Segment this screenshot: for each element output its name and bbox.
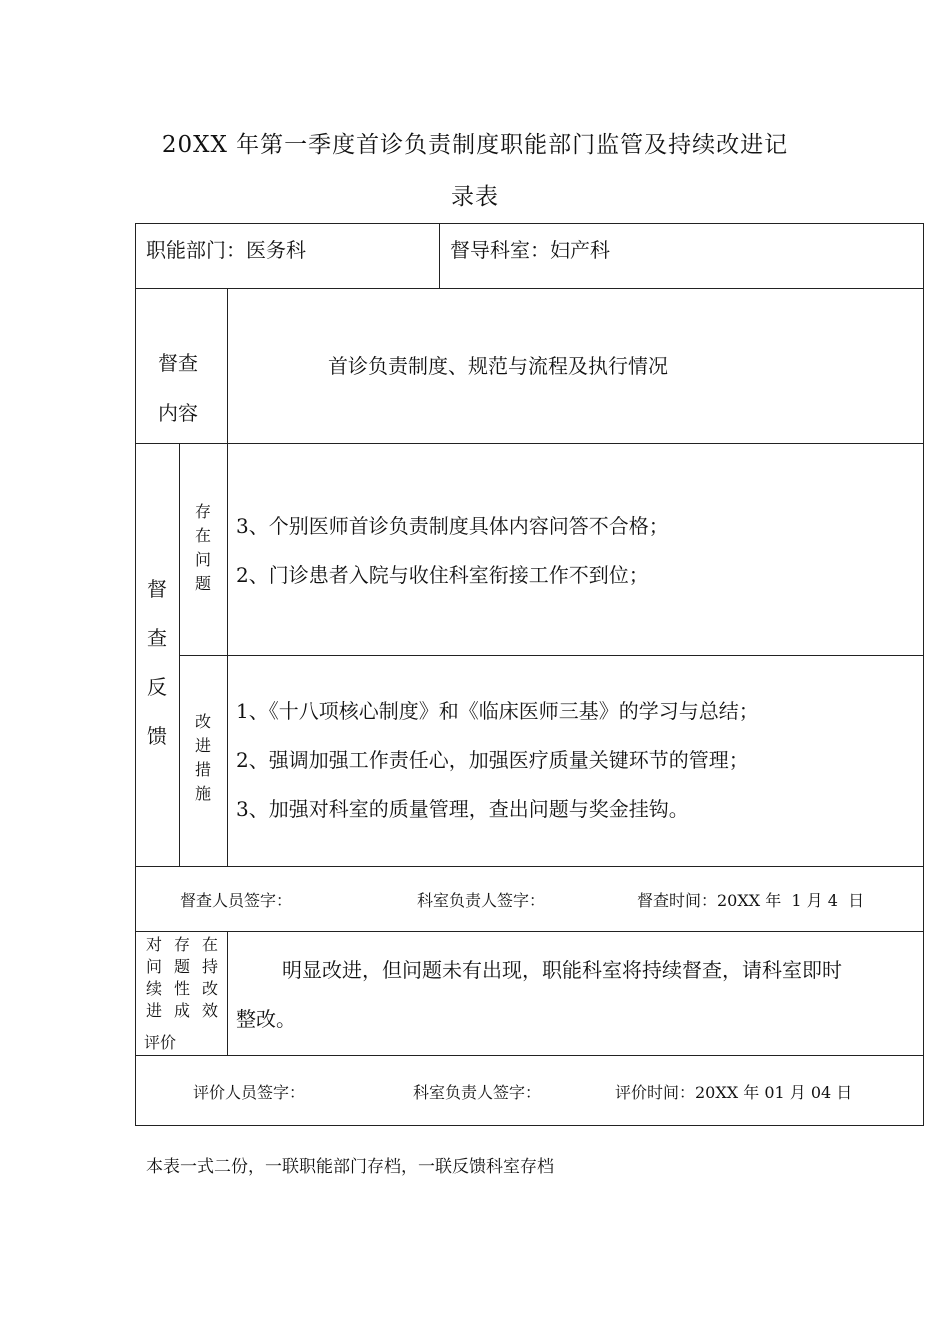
supervised-dept-label: 督导科室：妇产科 <box>450 238 610 262</box>
row-divider <box>135 288 924 289</box>
evaluation-header-char: 续 <box>145 979 162 998</box>
content-header-line2: 内容 <box>158 401 198 425</box>
col-divider <box>439 223 440 288</box>
evaluation-text-line1: 明显改进，但问题未有出现，职能科室将持续督查，请科室即时 <box>282 958 842 982</box>
evaluation-header-char: 持 <box>201 957 218 976</box>
evaluation-header-char: 问 <box>145 957 162 976</box>
evaluation-text-line2: 整改。 <box>236 1007 296 1031</box>
evaluation-header-char: 在 <box>201 935 218 954</box>
col-divider <box>227 931 228 1055</box>
evaluation-header-char: 题 <box>173 957 190 976</box>
feedback-header-char: 反 <box>147 675 167 699</box>
inspection-time: 督查时间：20XX 年 1 月 4 日 <box>637 891 865 910</box>
row-divider <box>135 931 924 932</box>
issue-item: 2、门诊患者入院与收住科室衔接工作不到位； <box>236 563 649 587</box>
issues-header-char: 问 <box>194 550 211 569</box>
form-title-line2: 录表 <box>451 184 499 210</box>
row-divider <box>179 655 924 656</box>
content-text: 首诊负责制度、规范与流程及执行情况 <box>328 354 668 378</box>
feedback-header-char: 馈 <box>147 724 167 748</box>
col-divider <box>179 443 180 866</box>
department-label: 职能部门：医务科 <box>146 238 306 262</box>
measures-header-char: 措 <box>194 760 211 779</box>
issues-header-char: 存 <box>194 502 211 521</box>
form-title-line1: 20XX 年第一季度首诊负责制度职能部门监管及持续改进记 <box>161 132 789 158</box>
evaluation-header-char: 效 <box>201 1001 218 1020</box>
evaluation-header-char: 对 <box>145 935 162 954</box>
dept-head-signature-label: 科室负责人签字： <box>417 891 546 910</box>
evaluator-signature-label: 评价人员签字： <box>193 1083 306 1102</box>
evaluation-header-char: 进 <box>145 1001 162 1020</box>
footnote: 本表一式二份，一联职能部门存档，一联反馈科室存档 <box>146 1157 554 1177</box>
evaluation-header-char: 存 <box>173 935 190 954</box>
measure-item: 1、《十八项核心制度》和《临床医师三基》的学习与总结； <box>236 699 759 723</box>
row-divider <box>135 1055 924 1056</box>
measure-item: 3、加强对科室的质量管理，查出问题与奖金挂钩。 <box>236 797 689 821</box>
measures-header <box>185 710 221 806</box>
row-divider <box>135 866 924 867</box>
issue-item: 3、个别医师首诊负责制度具体内容问答不合格； <box>236 514 669 538</box>
evaluation-header <box>140 934 224 1022</box>
issues-header-char: 在 <box>194 526 211 545</box>
eval-dept-head-signature-label: 科室负责人签字： <box>413 1083 542 1102</box>
col-divider <box>227 288 228 866</box>
measures-header-char: 进 <box>194 736 211 755</box>
inspector-signature-label: 督查人员签字： <box>180 891 293 910</box>
issues-header-char: 题 <box>194 574 211 593</box>
feedback-header-char: 督 <box>147 577 167 601</box>
issues-header <box>185 500 221 596</box>
content-header-line1: 督查 <box>158 351 198 375</box>
evaluation-time: 评价时间：20XX 年 01 月 04 日 <box>615 1083 853 1102</box>
measures-header-char: 改 <box>194 712 211 731</box>
evaluation-header-char: 改 <box>201 979 218 998</box>
measure-item: 2、强调加强工作责任心，加强医疗质量关键环节的管理； <box>236 748 749 772</box>
measures-header-char: 施 <box>194 784 211 803</box>
row-divider <box>135 443 924 444</box>
feedback-header <box>140 565 174 761</box>
evaluation-header-last: 评价 <box>144 1033 177 1052</box>
evaluation-header-char: 成 <box>173 1001 190 1020</box>
feedback-header-char: 查 <box>147 626 167 650</box>
evaluation-header-char: 性 <box>173 979 190 998</box>
